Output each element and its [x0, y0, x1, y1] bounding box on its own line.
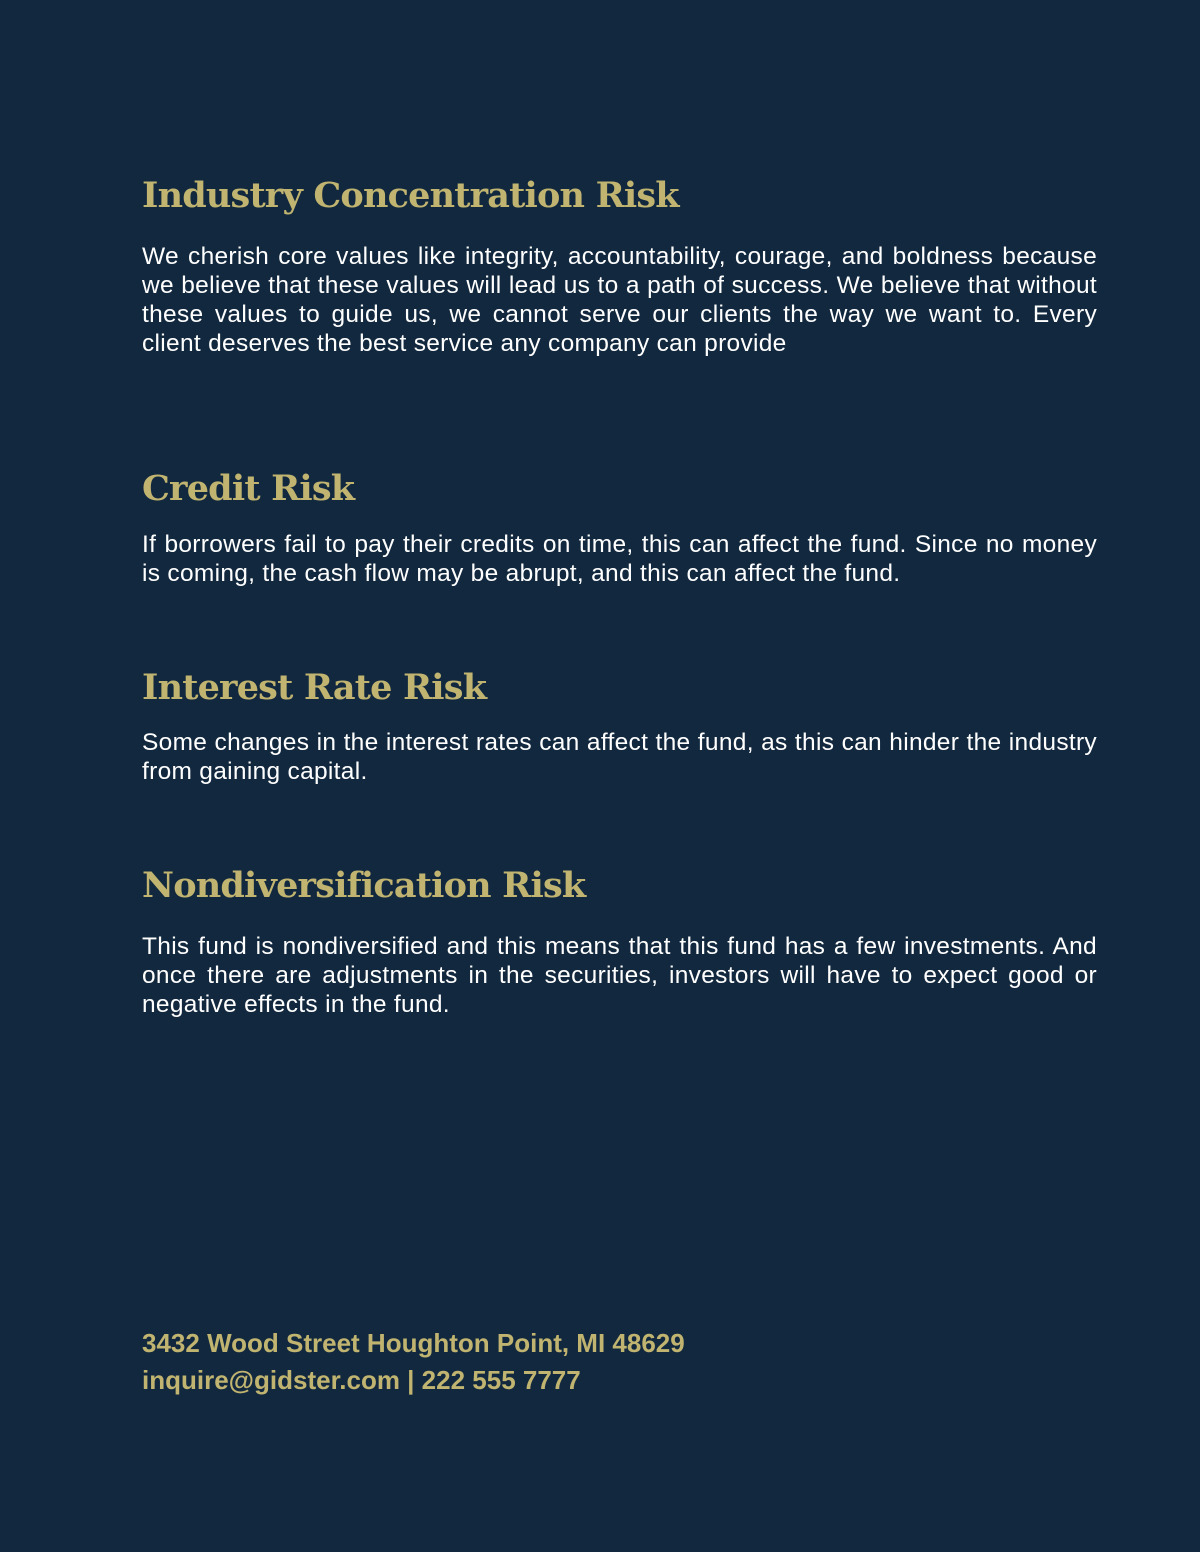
section-title: Credit Risk	[142, 468, 355, 509]
section-title: Interest Rate Risk	[142, 667, 487, 708]
section-title: Industry Concentration Risk	[142, 175, 679, 216]
footer-contact	[142, 1325, 942, 1399]
section-title: Nondiversification Risk	[142, 865, 586, 906]
section-body: This fund is nondiversified and this means that this fund has a few investments. And once there are adjustments in the securities, investors will have to expect good or negative effects in the fund.	[142, 933, 1097, 1018]
section-body: We cherish core values like integrity, accountability, courage, and boldness because we believe that these values will lead us to a path of success. We believe that without these values to guide us, we cannot serve our clients the way we want to. Every client deserves the best service any company can provide	[142, 243, 1097, 357]
footer-email-phone: inquire@gidster.com | 222 555 7777	[142, 1365, 581, 1395]
footer-address: 3432 Wood Street Houghton Point, MI 48629	[142, 1328, 685, 1358]
section-interest-rate-risk	[142, 668, 1097, 786]
section-credit-risk	[142, 469, 1097, 588]
section-industry-concentration-risk	[142, 176, 1097, 358]
section-body: Some changes in the interest rates can affect the fund, as this can hinder the industry from gaining capital.	[142, 729, 1097, 785]
section-nondiversification-risk	[142, 866, 1097, 1019]
section-body: If borrowers fail to pay their credits on time, this can affect the fund. Since no money is coming, the cash flow may be abrupt, and this can affect the fund.	[142, 531, 1097, 587]
